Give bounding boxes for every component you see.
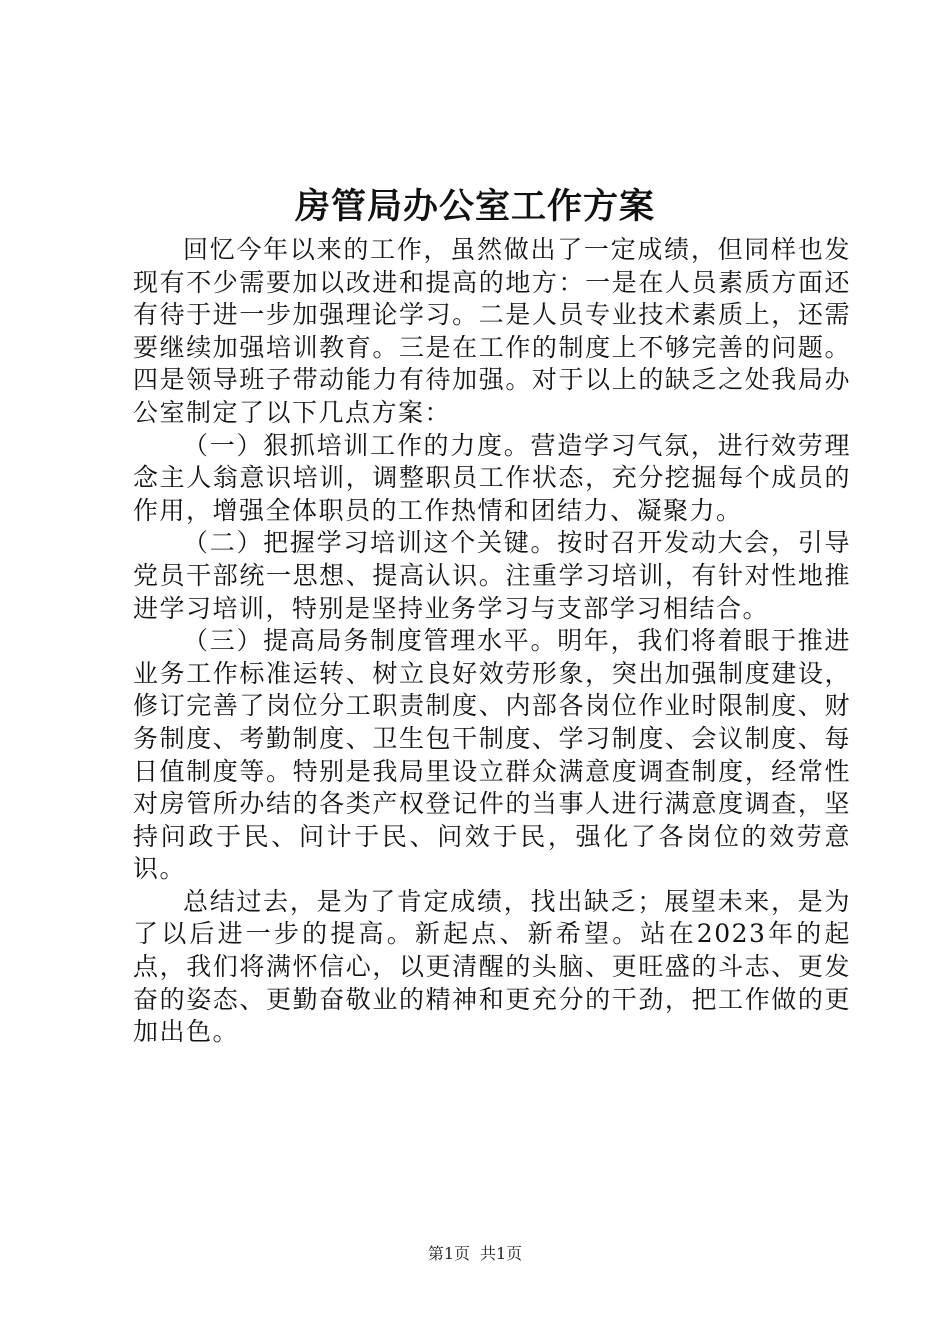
paragraph-point-1: （一）狠抓培训工作的力度。营造学习气氛，进行效劳理念主人翁意识培训，调整职员工作状态，充分挖掘每个成员的作用，增强全体职员的工作热情和团结力、凝聚力。 bbox=[133, 430, 851, 525]
page-total: 共1页 bbox=[480, 1244, 523, 1263]
document-title: 房管局办公室工作方案 bbox=[294, 186, 655, 227]
page-number: 第1页 bbox=[427, 1244, 470, 1263]
paragraph-point-2: （二）把握学习培训这个关键。按时召开发动大会，引导党员干部统一思想、提高认识。注重学习培训，有针对性地推进学习培训，特别是坚持业务学习与支部学习相结合。 bbox=[133, 528, 851, 623]
paragraph-point-3: （三）提高局务制度管理水平。明年，我们将着眼于推进业务工作标准运转、树立良好效劳形象，突出加强制度建设，修订完善了岗位分工职责制度、内部各岗位作业时限制度、财务制度、考勤制度、卫生包干制度、学习制度、会议制度、每日值制度等。特别是我局里设立群众满意度调查制度，经常性对房管所办结的各类产权登记件的当事人进行满意度调查，坚持问政于民、问计于民、问效于民，强化了各岗位的效劳意识。 bbox=[133, 626, 851, 884]
paragraph-conclusion: 总结过去，是为了肯定成绩，找出缺乏；展望未来，是为了以后进一步的提高。新起点、新希望。站在2023年的起点，我们将满怀信心，以更清醒的头脑、更旺盛的斗志、更发奋的姿态、更勤奋敬业的精神和更充分的干劲，把工作做的更加出色。 bbox=[133, 886, 851, 1047]
page-footer bbox=[0, 1243, 950, 1265]
paragraph-intro: 回忆今年以来的工作，虽然做出了一定成绩，但同样也发现有不少需要加以改进和提高的地方：一是在人员素质方面还有待于进一步加强理论学习。二是人员专业技术素质上，还需要继续加强培训教育。三是在工作的制度上不够完善的问题。四是领导班子带动能力有待加强。对于以上的缺乏之处我局办公室制定了以下几点方案： bbox=[133, 235, 851, 427]
document-body bbox=[133, 234, 851, 1049]
